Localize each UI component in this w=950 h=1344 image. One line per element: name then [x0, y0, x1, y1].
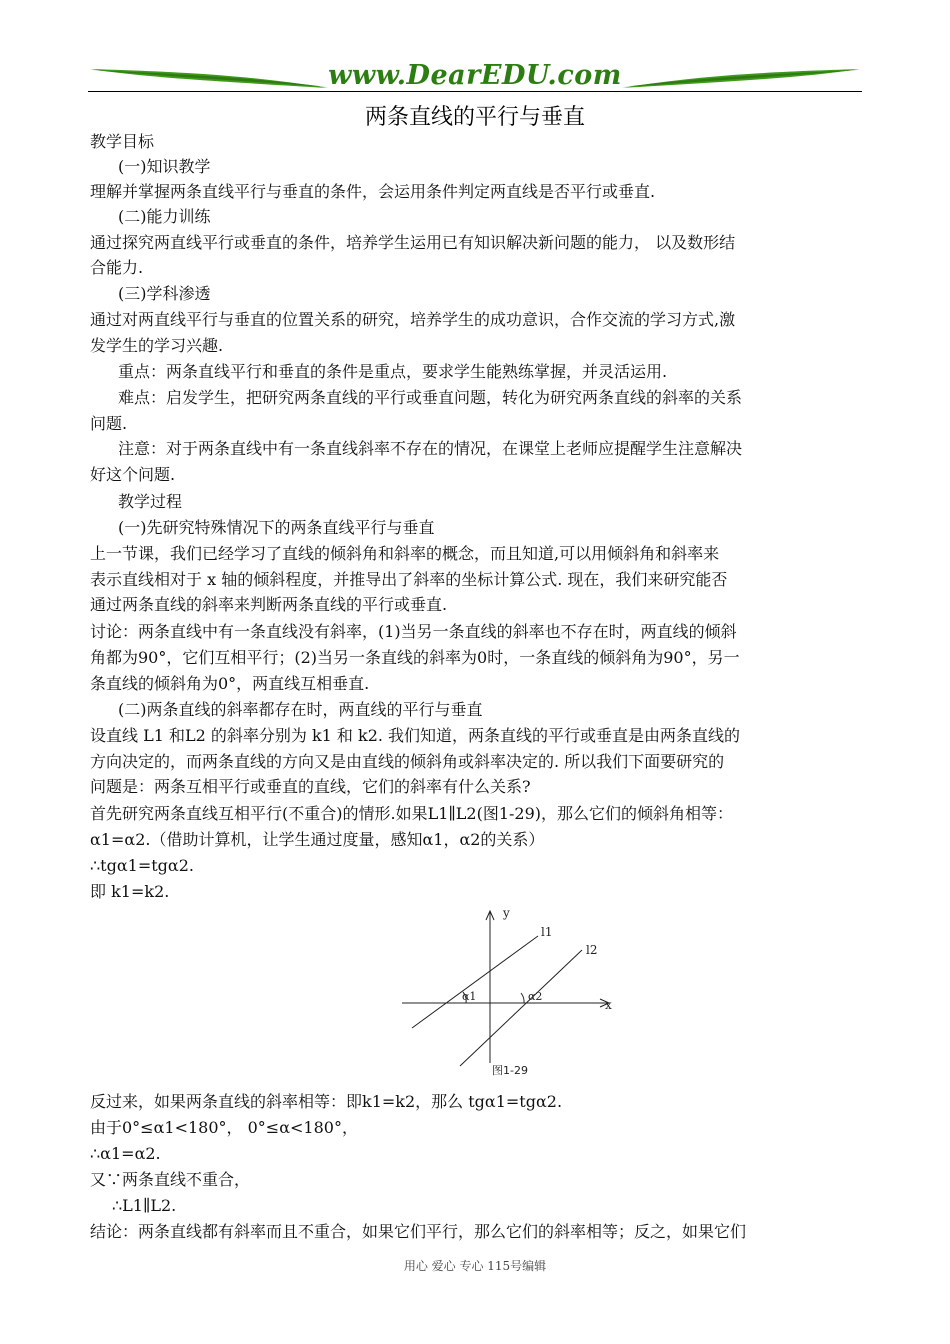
- figure-caption: 图1-29: [492, 1064, 528, 1077]
- text-line: 注意：对于两条直线中有一条直线斜率不存在的情况，在课堂上老师应提醒学生注意解决: [118, 439, 743, 458]
- angle-1-label: α1: [462, 990, 477, 1003]
- text-line: 由于0°≤α1<180°， 0°≤α<180°，: [90, 1118, 358, 1137]
- text-line: ∴tgα1=tgα2.: [90, 856, 194, 875]
- line-l2-label: l2: [586, 943, 598, 957]
- text-line: 发学生的学习兴趣.: [90, 336, 224, 355]
- text-line: 条直线的倾斜角为0°，两直线互相垂直.: [90, 674, 370, 693]
- text-line: 好这个问题.: [90, 465, 176, 484]
- text-line: 通过两条直线的斜率来判断两条直线的平行或垂直.: [90, 595, 448, 614]
- page-title: 两条直线的平行与垂直: [364, 105, 585, 130]
- text-line: 角都为90°，它们互相平行；(2)当另一条直线的斜率为0时，一条直线的倾斜角为90°，另一: [90, 648, 740, 667]
- text-line: 方向决定的，而两条直线的方向又是由直线的倾斜角或斜率决定的. 所以我们下面要研究的: [90, 752, 725, 771]
- y-axis-label: y: [503, 908, 510, 920]
- text-line: 重点：两条直线平行和垂直的条件是重点，要求学生能熟练掌握，并灵活运用.: [118, 362, 668, 381]
- angle-arc-2: [521, 993, 524, 1003]
- line-l2: [460, 950, 582, 1066]
- text-line: 设直线 L1 和L2 的斜率分别为 k1 和 k2. 我们知道，两条直线的平行或垂直是由两条直线的: [90, 726, 741, 745]
- text-line: ∴α1=α2.: [90, 1144, 161, 1163]
- text-line: 教学目标: [90, 132, 155, 151]
- text-line: 合能力.: [90, 258, 144, 277]
- text-line: 教学过程: [118, 492, 183, 511]
- text-line: (三)学科渗透: [118, 284, 211, 303]
- text-line: 表示直线相对于 x 轴的倾斜程度，并推导出了斜率的坐标计算公式. 现在，我们来研究能否: [90, 570, 728, 589]
- text-line: (二)能力训练: [118, 207, 211, 226]
- text-line: 结论：两条直线都有斜率而且不重合，如果它们平行，那么它们的斜率相等；反之，如果它们: [90, 1222, 747, 1241]
- angle-2-label: α2: [528, 990, 543, 1003]
- text-line: 讨论：两条直线中有一条直线没有斜率，(1)当另一条直线的斜率也不存在时，两直线的倾斜: [90, 622, 737, 641]
- line-l1: [412, 936, 538, 1028]
- text-line: 问题.: [90, 414, 128, 433]
- text-line: 问题是：两条互相平行或垂直的直线，它们的斜率有什么关系?: [90, 777, 531, 796]
- text-line: 理解并掌握两条直线平行与垂直的条件，会运用条件判定两直线是否平行或垂直.: [90, 182, 656, 201]
- page-footer: 用心 爱心 专心 115号编辑: [403, 1259, 547, 1273]
- text-line: 通过探究两直线平行或垂直的条件，培养学生运用已有知识解决新问题的能力， 以及数形结: [90, 233, 736, 252]
- x-axis-label: x: [605, 998, 612, 1012]
- parallel-lines-diagram: [400, 908, 620, 1078]
- header-rule: [88, 91, 862, 92]
- text-line: (一)先研究特殊情况下的两条直线平行与垂直: [118, 518, 435, 537]
- line-l1-label: l1: [541, 925, 553, 939]
- text-line: 通过对两直线平行与垂直的位置关系的研究，培养学生的成功意识，合作交流的学习方式,激: [90, 310, 736, 329]
- text-line: (一)知识教学: [118, 157, 211, 176]
- text-line: 即 k1=k2.: [90, 882, 170, 901]
- figure-1-29: [400, 908, 620, 1078]
- text-line: 又∵两条直线不重合，: [90, 1170, 251, 1189]
- site-header: [88, 58, 862, 98]
- text-line: 上一节课，我们已经学习了直线的倾斜角和斜率的概念，而且知道,可以用倾斜角和斜率来: [90, 544, 720, 563]
- text-line: 难点：启发学生，把研究两条直线的平行或垂直问题，转化为研究两条直线的斜率的关系: [118, 388, 743, 407]
- text-line: α1=α2.（借助计算机，让学生通过度量，感知α1，α2的关系）: [90, 830, 545, 849]
- site-brand-logo[interactable]: www.DearEDU.com: [328, 60, 622, 91]
- text-line: 反过来，如果两条直线的斜率相等：即k1=k2，那么 tgα1=tgα2.: [90, 1092, 563, 1111]
- text-line: (二)两条直线的斜率都存在时，两直线的平行与垂直: [118, 700, 483, 719]
- text-line: ∴L1∥L2.: [112, 1196, 177, 1215]
- text-line: 首先研究两条直线互相平行(不重合)的情形.如果L1∥L2(图1-29)，那么它们的倾斜角相等：: [90, 804, 734, 823]
